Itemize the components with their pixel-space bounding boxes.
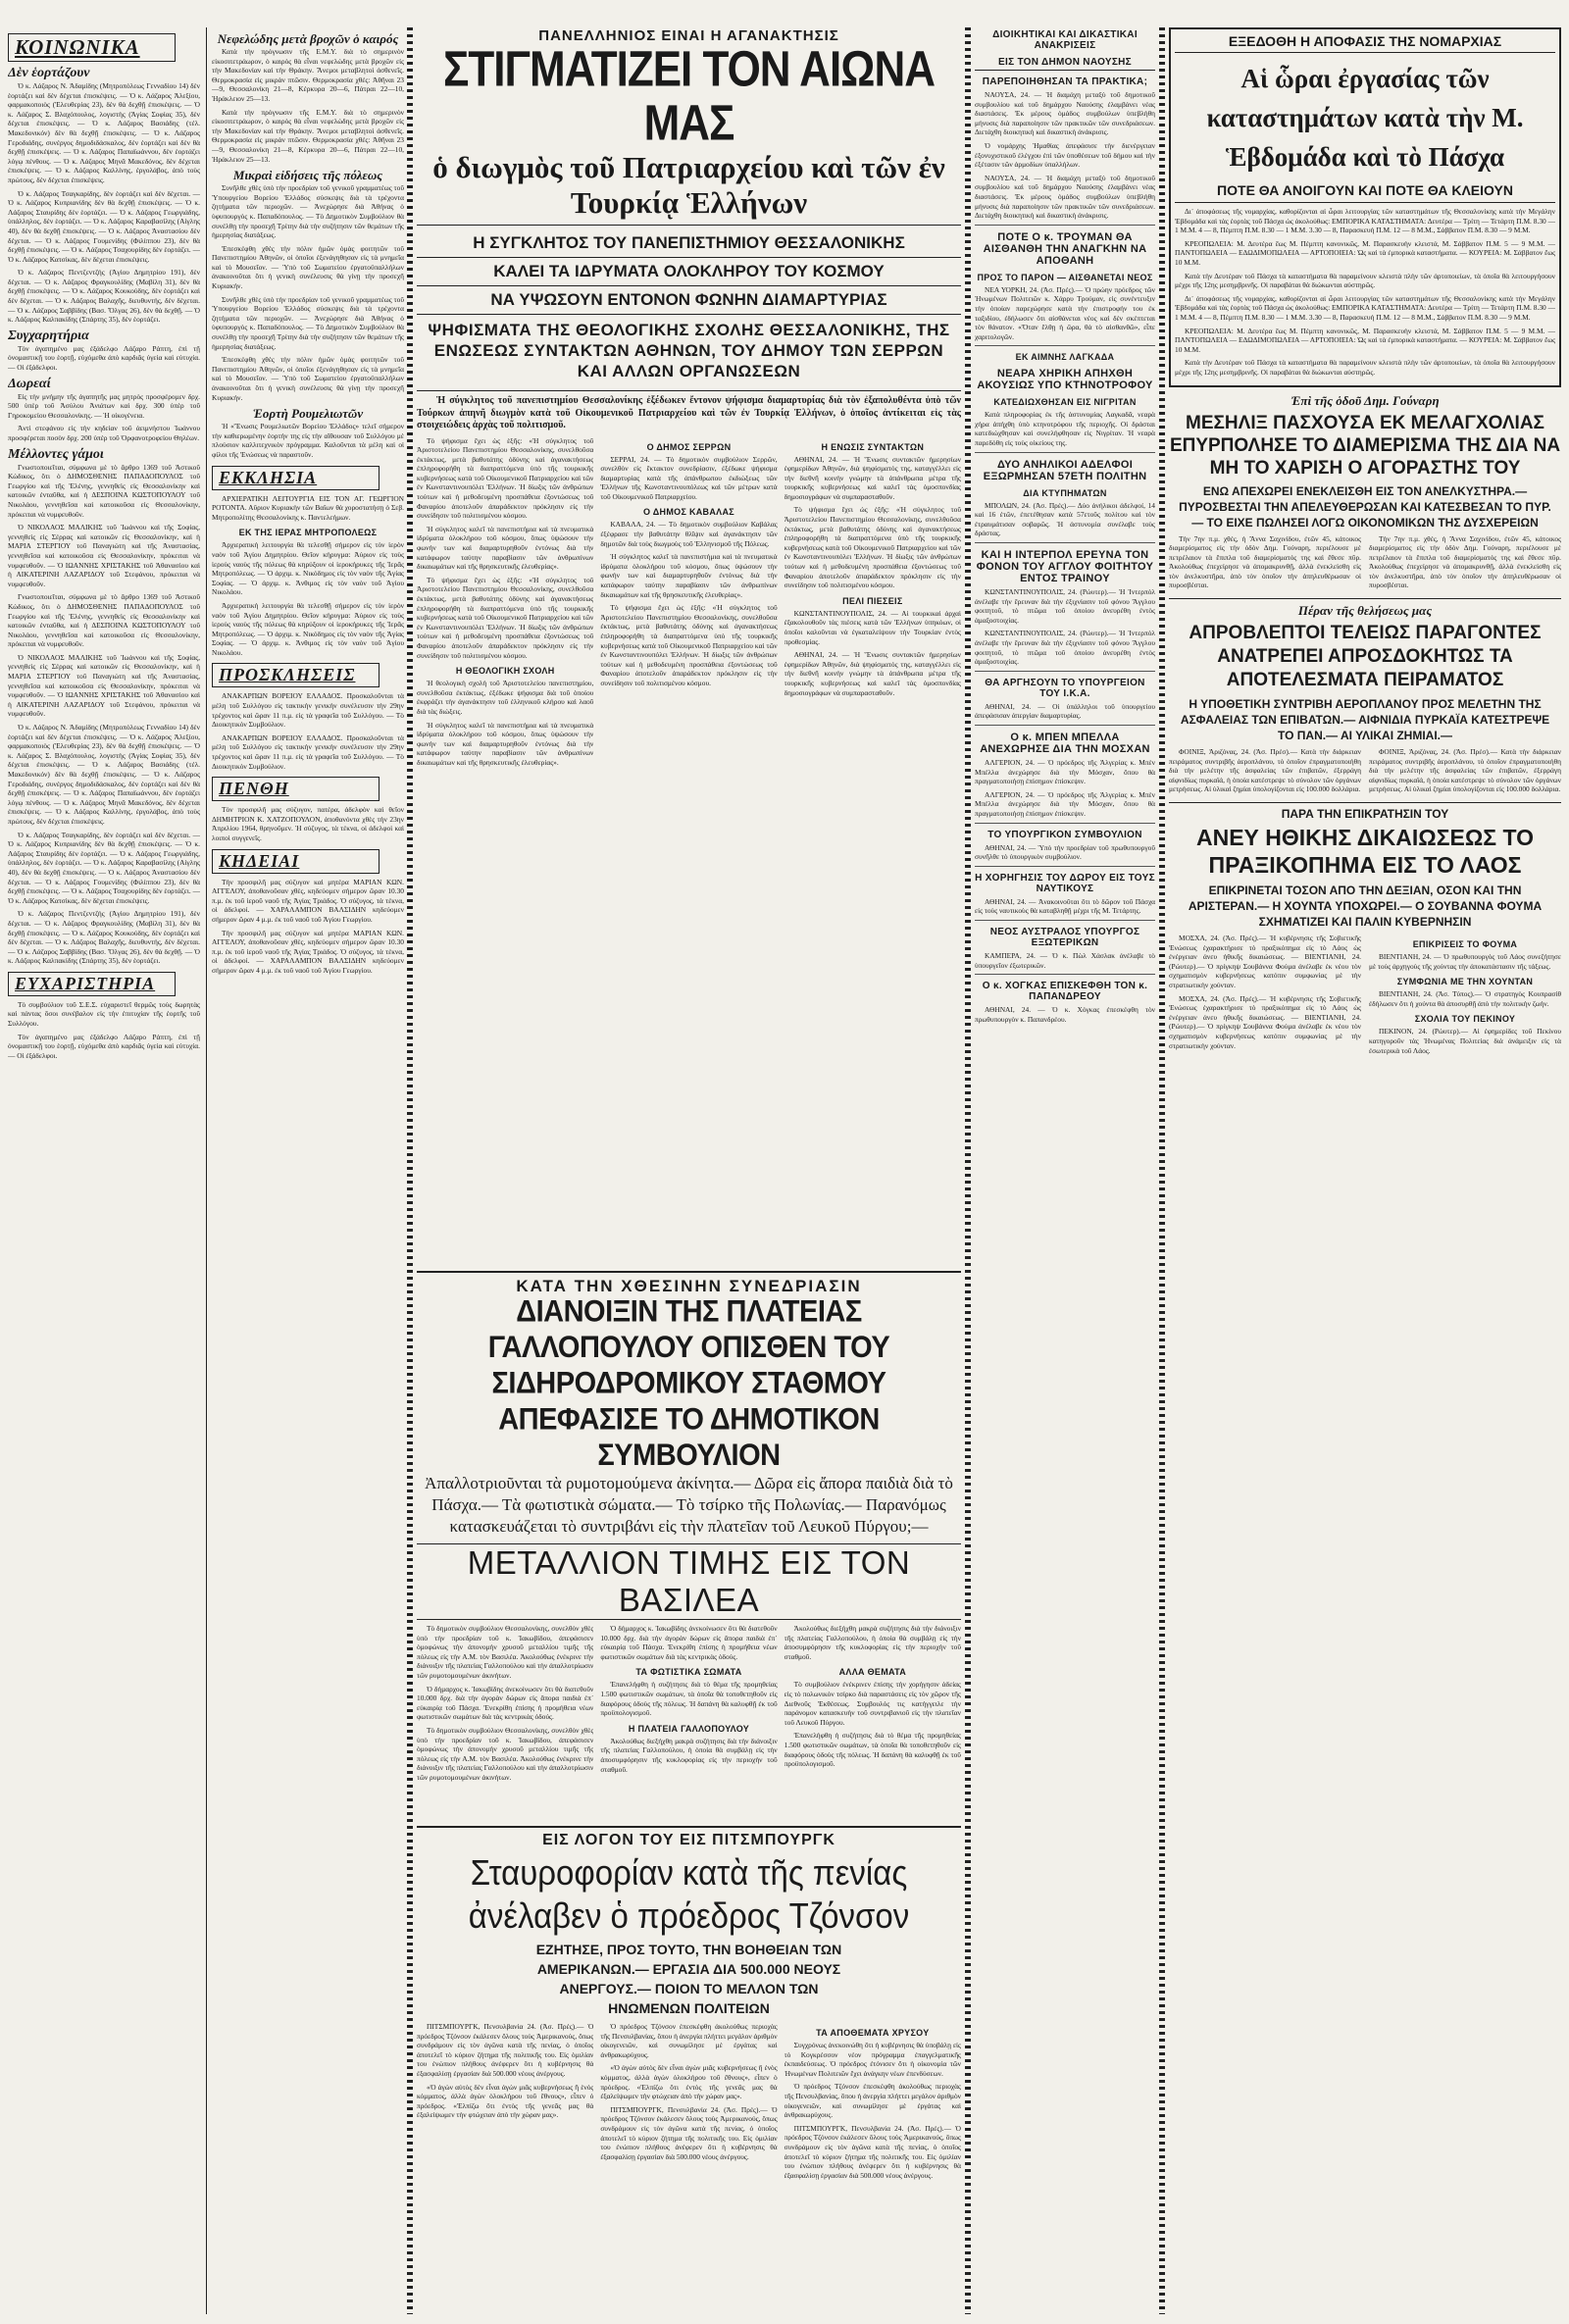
- article-text: ΝΑΟΥΣΑ, 24. — Ἡ διαμάχη μεταξὺ τοῦ δημοτικοῦ συμβουλίου καὶ τοῦ δημάρχου Ναούσης ἐλαμβάνει νέας διαστάσεις. Ἐκ μέρους ὁμάδος συμβούλων ὑπεβλήθη μήνυσις διὰ παραποίησιν τῶν πρακτικῶν τῶν συνεδριάσεων. Διετάχθη διοικητικὴ καὶ δικαστικὴ ἀνάκρισις.: [975, 90, 1155, 137]
- story-johnson: [417, 1826, 961, 2316]
- article-text: Ὁ κ. Λάζαρος Πεντζεντζής (Ἀγίου Δημητρίου 191), δὲν δέχεται. — Ὁ κ. Λάζαρος Φραγκουλίδης (Μαβίλη 31), δὲν θὰ δεχθῇ ἐπισκέψεις. — Ὁ κ. Λάζαρος Κουκούδης, δὲν ἑορτάζει καὶ δὲν δέχεται. — Ὁ κ. Λάζαρος Βαλαχῆς, διευθυντής, δὲν δέχεται. — Ὁ κ. Λάζαρος Σαββίδης (Βασ. Ὄλγας 26), δὲν θὰ δεχθῇ. — Ὁ κ. Λάζαρος Καλπακίδης (Σπάρτης 35), δὲν ἑορτάζει.: [8, 268, 200, 325]
- brief-headline-truman: ΠΟΤΕ Ο κ. ΤΡΟΥΜΑΝ ΘΑ ΑΙΣΘΑΝΘΗ ΤΗΝ ΑΝΑΓΚΗΝ ΝΑ ΑΠΟΘΑΝΗ: [983, 230, 1147, 267]
- lead-kicker: ΠΑΝΕΛΛΗΝΙΟΣ ΕΙΝΑΙ Η ΑΓΑΝΑΚΤΗΣΙΣ: [538, 27, 839, 44]
- laos-story-kicker: ΠΑΡΑ ΤΗΝ ΕΠΙΚΡΑΤΗΣΙΝ ΤΟΥ: [1281, 807, 1449, 822]
- article-text: ΒΙΕΝΤΙΑΝΗ, 24. — Ὁ πρωθυπουργὸς τοῦ Λάος συνεζήτησε μὲ τοὺς ἀρχηγοὺς τῆς χούντας τὴν ἀποκατάστασιν τῆς τάξεως.: [1369, 952, 1561, 971]
- column-divider-dotted: [1159, 27, 1165, 2314]
- article-text: Ἡ θεολογικὴ σχολὴ τοῦ Ἀριστοτελείου πανεπιστημίου, συνελθοῦσα ἐκτάκτως, ἐξέδωκε ψήφισμα διὰ τοῦ ὁποίου ἐκφράζει τὴν ἀγανάκτησιν τοῦ ἑλληνικοῦ κλήρου καὶ λαοῦ διὰ τὰς διώξεις.: [417, 679, 594, 716]
- johnson-deck: ΕΖΗΤΗΣΕ, ΠΡΟΣ ΤΟΥΤΟ, ΤΗΝ ΒΟΗΘΕΙΑΝ ΤΩΝ ΑΜΕΡΙΚΑΝΩΝ.— ΕΡΓΑΣΙΑ ΔΙΑ 500.000 ΝΕΟΥΣ ΑΝΕΡΓΟΥΣ.— ΠΟΙΟΝ ΤΟ ΜΕΛΛΟΝ ΤΩΝ ΗΝΩΜΕΝΩΝ ΠΟΛΙΤΕΙΩΝ: [535, 1942, 842, 2016]
- article-text: Ὁ κ. Λάζαρος Τσαγκαρίδης, δὲν ἑορτάζει καὶ δὲν δέχεται. — Ὁ κ. Λάζαρος Κυπριανίδης δὲν θὰ δεχθῇ ἐπισκέψεις. — Ὁ κ. Λάζαρος Σταυρίδης δὲν ἑορτάζει. — Ὁ κ. Λάζαρος Γεωργιάδης, ὑπάλληλος, δὲν ἑορτάζει. — Ὁ κ. Λάζαρος Καραβασίλης (Αίγλης 40), δὲν θὰ δεχθῇ ἐπισκέψεις. — Ὁ κ. Λάζαρος Ἀναστασίου δὲν δέχεται. — Ὁ κ. Λάζαρος Γουμενίδης (Φιλίππου 23), δὲν θὰ δεχθῇ ἐπισκέψεις. — Ὁ κ. Λάζαρος Τσαχουρίδης δὲν ἑορτάζει. — Ὁ κ. Λάζαρος Κατσίκας, δὲν δέχεται ἐπισκέψεις.: [8, 188, 200, 264]
- experiment-story-headline: ΑΠΡΟΒΛΕΠΤΟΙ ΤΕΛΕΙΩΣ ΠΑΡΑΓΟΝΤΕΣ ΑΝΑΤΡΕΠΕΙ ΑΠΡΟΣΔΟΚΗΤΩΣ ΤΑ ΑΠΟΤΕΛΕΣΜΑΤΑ ΠΕΙΡΑΜΑΤΟΣ: [1189, 623, 1542, 691]
- article-text: Τὴν 7ην π.μ. χθές, ἡ Ἄννα Σαχινίδου, ἐτῶν 45, κάτοικος διαμερίσματος εἰς τὴν ὁδὸν Δημ. Γούναρη, περιέλουσε μὲ πετρέλαιον τὰ ἔπιπλα τοῦ διαμερίσματός της καὶ ἔθεσε πῦρ. Ἀκολούθως ἐπεχείρησε νὰ ἀπομακρυνθῇ, ἀλλὰ ἐνεκλείσθη εἰς τὸν ἀνελκυστῆρα, ἀπὸ τὸν ὁποῖον τὴν ἀπηλευθέρωσαν οἱ πυροσβέσται.: [1169, 533, 1361, 590]
- fire-story-deck: ΕΝΩ ΑΠΕΧΩΡΕΙ ΕΝΕΚΛΕΙΣΘΗ ΕΙΣ ΤΟΝ ΑΝΕΛΚΥΣΤΗΡΑ.— ΠΥΡΟΣΒΕΣΤΑΙ ΤΗΝ ΑΠΕΛΕΥΘΕΡΩΣΑΝ ΚΑΙ ΚΑΤΕΣΒΕΣΑΝ ΤΟ ΠΥΡ.— ΤΟ ΕΙΧΕ ΠΩΛΗΣΕΙ ΛΟΓΩ ΟΙΚΟΝΟΜΙΚΩΝ ΤΗΣ ΔΥΣΧΕΡΕΙΩΝ: [1179, 483, 1551, 530]
- experiment-story-body: [1169, 747, 1561, 798]
- article-text: ΚΩΝΣΤΑΝΤΙΝΟΥΠΟΛΙΣ, 24. (Ρώυτερ).— Ἡ Ἰντερπὸλ ἀνέλαβε τὴν ἔρευναν διὰ τὴν ἐξιχνίασιν τοῦ φόνου Ἄγγλου φοιτητοῦ, τὸ πτῶμα τοῦ ὁποίου ἀνευρέθη ἐντὸς ἁμαξοστοιχίας.: [975, 629, 1155, 667]
- experiment-story-kicker: Πέραν τῆς θελήσεως μας: [1297, 603, 1433, 619]
- section-kicker-thanks: ΕΥΧΑΡΙΣΤΗΡΙΑ: [8, 972, 176, 996]
- subheading-lighting: ΤΑ ΦΩΤΙΣΤΙΚΑ ΣΩΜΑΤΑ: [635, 1667, 742, 1678]
- article-text: Ὁ κ. Λάζαρος Πεντζεντζής (Ἀγίου Δημητρίου 191), δὲν δέχεται. — Ὁ κ. Λάζαρος Φραγκουλίδης (Μαβίλη 31), δὲν θὰ δεχθῇ ἐπισκέψεις. — Ὁ κ. Λάζαρος Κουκούδης, δὲν ἑορτάζει καὶ δὲν δέχεται. — Ὁ κ. Λάζαρος Βαλαχῆς, διευθυντής, δὲν δέχεται. — Ὁ κ. Λάζαρος Σαββίδης (Βασ. Ὄλγας 26), δὲν θὰ δεχθῇ. — Ὁ κ. Λάζαρος Καλπακίδης (Σπάρτης 35), δὲν ἑορτάζει.: [8, 909, 200, 966]
- subheading-kavala: Ο ΔΗΜΟΣ ΚΑΒΑΛΑΣ: [643, 507, 734, 518]
- article-text: Κατὰ πληροφορίας ἐκ τῆς ἀστυνομίας Λαγκαδᾶ, νεαρὰ χήρα ἀπήχθη ὑπὸ κτηνοτρόφου τῆς περιοχῆς. Οἱ δράσται κατεδιώχθησαν καὶ συνελήφθησαν εἰς Νιγρίταν. Ἡ νεαρὰ παρεδόθη εἰς τοὺς οἰκείους της.: [975, 410, 1155, 448]
- heading-not-celebrating: Δὲν ἑορτάζουν: [8, 66, 90, 80]
- experiment-story-deck: Η ΥΠΟΘΕΤΙΚΗ ΣΥΝΤΡΙΒΗ ΑΕΡΟΠΛΑΝΟΥ ΠΡΟΣ ΜΕΛΕΤΗΝ ΤΗΣ ΑΣΦΑΛΕΙΑΣ ΤΩΝ ΕΠΙΒΑΤΩΝ.— ΑΙΦΝΙΔΙΑ ΠΥΡΚΑΪΑ ΚΑΤΕΣΤΡΕΨΕ ΤΟ ΠΑΝ.— ΑΙ ΥΛΙΚΑΙ ΖΗΜΙΑΙ.—: [1180, 697, 1550, 743]
- lead-subheadline: ὁ διωγμὸς τοῦ Πατριαρχείου καὶ τῶν ἐν Τουρκίᾳ Ἑλλήνων: [432, 150, 945, 220]
- article-text: Ἡ σύγκλητος καλεῖ τὰ πανεπιστήμια καὶ τὰ πνευματικὰ ἱδρύματα ὁλοκλήρου τοῦ κόσμου, ὅπως ὑψώσουν τὴν φωνήν των καὶ διαμαρτυρηθοῦν ἐντόνως διὰ τὴν κατάφωρον ταύτην παραβίασιν τῶν ἀνθρωπίνων δικαιωμάτων καὶ τῆς θρησκευτικῆς ἐλευθερίας».: [417, 524, 594, 572]
- article-text: Ὁ πρόεδρος Τζόνσον ἐπεσκέφθη ἀκολούθως περιοχὰς τῆς Πενσυλβανίας, ὅπου ἡ ἀνεργία πλήττει μεγάλον ἀριθμὸν οἰκογενειῶν, καὶ συνωμίλησε μὲ ἐργάτας καὶ ἀνθρακωρύχους.: [600, 2022, 778, 2059]
- section-kicker-church: ΕΚΚΛΗΣΙΑ: [212, 466, 380, 490]
- box-store-hours: [1169, 27, 1561, 387]
- article-text: Δι᾽ ἀποφάσεως τῆς νομαρχίας, καθορίζονται αἱ ὧραι λειτουργίας τῶν καταστημάτων τῆς Θεσσαλονίκης κατὰ τὴν Μεγάλην Ἑβδομάδα καὶ τὰς ἑορτὰς τοῦ Πάσχα ὡς ἀκολούθως: ΕΜΠΟΡΙΚΑ ΚΑΤΑΣΤΗΜΑΤΑ: Δευτέρα — Τρίτη — Τετάρτη Π.Μ. 8.30 — 1 Μ.Μ. 4 — 8, Πέμπτη Π.Μ. 8.30 — 1 Μ.Μ. 3.30 — 8, Παρασκευή Π.Μ. 12 — 8 Μ.Μ., Σάββατον Π.Μ. 8.30 — 9 Μ.Μ.: [1175, 207, 1555, 235]
- heading-weather: Νεφελώδης μετὰ βροχῶν ὁ καιρός: [217, 31, 399, 46]
- article-text: Εἰς τὴν μνήμην τῆς ἀγαπητῆς μας μητρὸς προσφέρομεν δρχ. 500 ὑπὲρ τοῦ Ἀσύλου Ἀνιάτων καὶ δρχ. 300 ὑπὲρ τοῦ Γηροκομείου Θεσσαλονίκης. — Ἡ οἰκογένεια.: [8, 391, 200, 420]
- article-text: Κατὰ τὴν Δευτέραν τοῦ Πάσχα τὰ καταστήματα θὰ παραμείνουν κλειστὰ πλὴν τῶν ἀρτοποιείων, τὰ ὁποῖα θὰ λειτουργήσουν μέχρι τῆς 12ης μεσημβρινῆς. Οἱ παραβάται θὰ διώκωνται αὐστηρῶς.: [1175, 271, 1555, 290]
- heading-weddings: Μέλλοντες γάμοι: [8, 446, 104, 462]
- johnson-body: [417, 2022, 961, 2184]
- laos-story-body: [1169, 934, 1561, 1059]
- subheading-serres: Ο ΔΗΜΟΣ ΣΕΡΡΩΝ: [646, 441, 732, 452]
- section-kicker-society: ΚΟΙΝΩΝΙΚΑ: [8, 33, 176, 62]
- lead-deck-resolutions: ΨΗΦΙΣΜΑΤΑ ΤΗΣ ΘΕΟΛΟΓΙΚΗΣ ΣΧΟΛΗΣ ΘΕΣΣΑΛΟΝΙΚΗΣ, ΤΗΣ ΕΝΩΣΕΩΣ ΣΥΝΤΑΚΤΩΝ ΑΘΗΝΩΝ, ΤΟΥ ΔΗΜΟΥ ΤΩΝ ΣΕΡΡΩΝ ΚΑΙ ΑΛΛΩΝ ΟΡΓΑΝΩΣΕΩΝ: [428, 321, 950, 380]
- article-text: ΑΘΗΝΑΙ, 24. — Ἡ Ἕνωσις συντακτῶν ἡμερησίων ἐφημερίδων Ἀθηνῶν, διὰ ψηφίσματός της, καταγγέλλει εἰς τὴν διεθνῆ κοινὴν γνώμην τὰ ἀπάνθρωπα μέτρα τῆς τουρκικῆς κυβερνήσεως καὶ καλεῖ τὰς ὁμοσπονδίας δημοσιογράφων νὰ συμπαρασταθοῦν.: [784, 650, 961, 697]
- article-text: Κατὰ τὴν Δευτέραν τοῦ Πάσχα τὰ καταστήματα θὰ παραμείνουν κλειστὰ πλὴν τῶν ἀρτοποιείων, τὰ ὁποῖα θὰ λειτουργήσουν μέχρι τῆς 12ης μεσημβρινῆς. Οἱ παραβάται θὰ διώκωνται αὐστηρῶς.: [1175, 358, 1555, 377]
- article-text: Ὁ δήμαρχος κ. Ἰακωβίδης ἀνεκοίνωσεν ὅτι θὰ διατεθοῦν 10.000 δρχ. διὰ τὴν ἀγορὰν δώρων εἰς ἄπορα παιδιὰ ἐπ᾽ εὐκαιρίᾳ τοῦ Πάσχα. Ἐνεκρίθη ἐπίσης ἡ προμήθεια νέων φωτιστικῶν σωμάτων διὰ τὰς κεντρικὰς ὁδούς.: [417, 1684, 594, 1722]
- subheading-reserves: ΤΑ ΑΠΟΘΕΜΑΤΑ ΧΡΥΣΟΥ: [816, 2028, 930, 2038]
- column-society: [8, 27, 200, 2314]
- article-text: ΚΩΝΣΤΑΝΤΙΝΟΥΠΟΛΙΣ, 24. — Αἱ τουρκικαὶ ἀρχαὶ ἐξακολουθοῦν τὰς πιέσεις κατὰ τῶν Ἑλλήνων ὑπηκόων, οἱ ὁποῖοι καλοῦνται νὰ ἐγκαταλείψουν τὴν Τουρκίαν ἐντὸς προθεσμίας.: [784, 608, 961, 646]
- article-text: Ἀκολούθως διεξήχθη μακρὰ συζήτησις διὰ τὴν διάνοιξιν τῆς πλατείας Γαλλοπούλου, ἡ ὁποία θὰ συμβάλῃ εἰς τὴν ἀποσυμφόρησιν τῆς κυκλοφορίας εἰς τὴν περιοχὴν τοῦ σταθμοῦ.: [600, 1736, 778, 1774]
- council-banner: ΜΕΤΑΛΛΙΟΝ ΤΙΜΗΣ ΕΙΣ ΤΟΝ ΒΑΣΙΛΕΑ: [417, 1543, 961, 1620]
- article-text: ΣΕΡΡΑΙ, 24. — Τὸ δημοτικὸν συμβούλιον Σερρῶν, συνελθὸν εἰς ἔκτακτον συνεδρίασιν, ἐξέδωκε ψήφισμα διαμαρτυρίας κατὰ τῆς ἀπάνθρωπου ἐκδιώξεως τῶν Ἑλλήνων τῆς Κωνσταντινουπόλεως καὶ τῶν μέτρων κατὰ τοῦ Οἰκουμενικοῦ Πατριαρχείου.: [600, 454, 778, 501]
- article-text: Ὁ πρόεδρος Τζόνσον ἐπεσκέφθη ἀκολούθως περιοχὰς τῆς Πενσυλβανίας, ὅπου ἡ ἀνεργία πλήττει μεγάλον ἀριθμὸν οἰκογενειῶν, καὶ συνωμίλησε μὲ ἐργάτας καὶ ἀνθρακωρύχους.: [784, 2082, 961, 2120]
- fire-story-headline: ΜΕΣΗΛΙΞ ΠΑΣΧΟΥΣΑ ΕΚ ΜΕΛΑΓΧΟΛΙΑΣ ΕΠΥΡΠΟΛΗΣΕ ΤΟ ΔΙΑΜΕΡΙΣΜΑ ΤΗΣ ΔΙΑ ΝΑ ΜΗ ΤΟ ΧΑΡΙΣΗ Ο ΑΓΟΡΑΣΤΗΣ ΤΟΥ: [1169, 412, 1561, 479]
- brief-subheadline: ΠΡΟΣ ΤΟ ΠΑΡΟΝ — ΑΙΣΘΑΝΕΤΑΙ ΝΕΟΣ: [977, 272, 1153, 282]
- article-text: Τὸν προσφιλῆ μας σύζυγον, πατέρα, ἀδελφὸν καὶ θεῖον ΔΗΜΗΤΡΙΟΝ Κ. ΧΑΤΖΟΠΟΥΛΟΝ, ἀποθανόντα χθὲς τὴν 23ην Ἀπριλίου 1964, θρηνοῦμεν. Ἡ σύζυγος, τὰ τέκνα, οἱ ἀδελφοὶ καὶ λοιποὶ συγγενεῖς.: [212, 805, 404, 842]
- article-text: Ἡ σύγκλητος καλεῖ τὰ πανεπιστήμια καὶ τὰ πνευματικὰ ἱδρύματα ὁλοκλήρου τοῦ κόσμου, ὅπως ὑψώσουν τὴν φωνήν των καὶ διαμαρτυρηθοῦν ἐντόνως διὰ τὴν κατάφωρον ταύτην παραβίασιν τῶν ἀνθρωπίνων δικαιωμάτων καὶ τῆς θρησκευτικῆς ἐλευθερίας».: [600, 552, 778, 599]
- article-text: ΑΡΧΙΕΡΑΤΙΚΗ ΛΕΙΤΟΥΡΓΙΑ ΕΙΣ ΤΟΝ ΑΓ. ΓΕΩΡΓΙΟΝ ΡΟΤΟΝΤΑ. Αὔριον Κυριακὴν τῶν Βαΐων θὰ χοροστατήσῃ ὁ Σεβ. Μητροπολίτης Θεσσαλονίκης κ. Παντελεήμων.: [212, 493, 404, 522]
- article-text: ΑΘΗΝΑΙ, 24. — Ὁ κ. Χόγκας ἐπεσκέφθη τὸν πρωθυπουργὸν κ. Παπανδρέου.: [975, 1005, 1155, 1024]
- section-kicker-funerals: ΚΗΔΕΙΑΙ: [212, 849, 380, 874]
- story-municipal-council: [417, 1271, 961, 1822]
- article-text: Κατὰ τὴν πρόγνωσιν τῆς Ε.Μ.Υ. διὰ τὸ σημερινὸν εἰκοσιτετράωρον, ὁ καιρὸς θὰ εἶναι νεφελώδης μετὰ βροχῶν εἰς τὴν Μακεδονίαν καὶ τὴν Θράκην. Ἄνεμοι μεταβλητοὶ ἀσθενεῖς. Θερμοκρασία εἰς μικρὰν πτῶσιν. Θερμοκρασία χθές: Ἀθῆναι 23—9, Θεσσαλονίκη 21—8, Κέρκυρα 20—6, Πάτραι 22—10, Ἡράκλειον 25—13.: [212, 107, 404, 164]
- article-text: Ἀρχιερατικὴ λειτουργία θὰ τελεσθῇ σήμερον εἰς τὸν ἱερὸν ναὸν τοῦ Ἁγίου Δημητρίου. Θεῖον κήρυγμα: Ἀύριον εἰς τοὺς ἱεροὺς ναοὺς τῆς πόλεως θὰ κηρύξουν οἱ ἱεροκήρυκες τῆς Ἱερᾶς Μητροπόλεως. — Ὁ ἀρχιμ. κ. Νικόδημος εἰς τὸν ναὸν τῆς Ἁγίας Σοφίας. — Ὁ ἀρχιμ. κ. Ἀνθιμος εἰς τὸν ναὸν τοῦ Ἁγίου Νικολάου.: [212, 600, 404, 657]
- article-text: ΝΑΟΥΣΑ, 24. — Ἡ διαμάχη μεταξὺ τοῦ δημοτικοῦ συμβουλίου καὶ τοῦ δημάρχου Ναούσης ἐλαμβάνει νέας διαστάσεις. Ἐκ μέρους ὁμάδος συμβούλων ὑπεβλήθη μήνυσις διὰ παραποίησιν τῶν πρακτικῶν τῶν συνεδριάσεων. Διετάχθη διοικητικὴ καὶ δικαστικὴ ἀνάκρισις.: [975, 173, 1155, 221]
- subheading-peking: ΣΧΟΛΙΑ ΤΟΥ ΠΕΚΙΝΟΥ: [1414, 1014, 1516, 1025]
- brief-kicker: ΔΙΟΙΚΗΤΙΚΑΙ ΚΑΙ ΔΙΚΑΣΤΙΚΑΙ ΑΝΑΚΡΙΣΕΙΣ: [992, 29, 1138, 51]
- store-hours-deck: ΠΟΤΕ ΘΑ ΑΝΟΙΓΟΥΝ ΚΑΙ ΠΟΤΕ ΘΑ ΚΛΕΙΟΥΝ: [1217, 182, 1513, 198]
- johnson-kicker: ΕΙΣ ΛΟΓΟΝ ΤΟΥ ΕΙΣ ΠΙΤΣΜΠΟΥΡΓΚ: [542, 1832, 835, 1848]
- article-text: ΒΙΕΝΤΙΑΝΗ, 24. (Ἀσ. Τύπος).— Ὁ στρατηγὸς Κουπρασίθ ἐδήλωσεν ὅτι ἡ χούντα θὰ ἀποσυρθῇ ἀπὸ τὴν πολιτικὴν ζωήν.: [1369, 989, 1561, 1008]
- article-text: ΠΙΤΣΜΠΟΥΡΓΚ, Πενσυλβανία 24. (Ἀσ. Πρές).— Ὁ πρόεδρος Τζόνσον ἐκάλεσεν ὅλους τοὺς Ἀμερικανούς, ὅπως συνδράμουν εἰς τὸν ἀγῶνα κατὰ τῆς πενίας, ὁ ὁποῖος ἀποτελεῖ τὸ κύριον ζήτημα τῆς πολιτικῆς του. Εἰς ὁμιλίαν του ἐνώπιον πλήθους ἀνέφερεν ὅτι ἡ κυβέρνησις θὰ ἐξασφαλίσῃ ἐργασίαν διὰ 500.000 νέους ἀνέργους.: [417, 2022, 594, 2078]
- heading-donations: Δωρεαί: [8, 376, 51, 391]
- column-right: [1169, 27, 1561, 2314]
- lead-headline: ΣΤΙΓΜΑΤΙΖΕΙ ΤΟΝ ΑΙΩΝΑ ΜΑΣ: [442, 41, 935, 152]
- article-text: Ὁ ΝΙΚΟΛΑΟΣ ΜΑΛΙΚΗΣ τοῦ Ἰωάννου καὶ τῆς Σοφίας, γεννηθεὶς εἰς Σέρρας καὶ κατοικῶν εἰς Θεσσαλονίκην, καὶ ἡ ΜΑΡΙΑ ΣΤΕΡΓΙΟΥ τοῦ Παναγιώτη καὶ τῆς Ἀναστασίας, γεννηθεῖσα καὶ κατοικοῦσα εἰς Θεσσαλονίκην, πρόκειται νὰ νυμφευθοῦν. — Ὁ ΙΩΑΝΝΗΣ ΧΡΙΣΤΑΚΗΣ τοῦ Ἀθανασίου καὶ ἡ ΑΙΚΑΤΕΡΙΝΗ ΛΑΖΑΡΙΔΟΥ τοῦ Στεφάνου, πρόκειται νὰ νυμφευθοῦν.: [8, 523, 200, 588]
- article-text: ΑΛΓΕΡΙΟΝ, 24. — Ὁ πρόεδρος τῆς Ἀλγερίας κ. Μπὲν Μπέλλα ἀνεχώρησε διὰ τὴν Μόσχαν, ὅπου θὰ πραγματοποιήσῃ ἐπίσημον ἐπίσκεψιν.: [975, 789, 1155, 818]
- article-text: Τὸ συμβούλιον ἐνέκρινεν ἐπίσης τὴν χορήγησιν ἀδείας εἰς τὸ πολωνικὸν τσίρκο διὰ παραστάσεις εἰς τὸν χῶρον τῆς Διεθνοῦς Ἐκθέσεως. Συμβουλός τις κατήγγειλε τὴν παράνομον κατασκευὴν τοῦ συντριβανιοῦ εἰς τὴν πλατεῖαν τοῦ Λευκοῦ Πύργου.: [784, 1680, 961, 1727]
- laos-story-headline: ΑΝΕΥ ΗΘΙΚΗΣ ΔΙΚΑΙΩΣΕΩΣ ΤΟ ΠΡΑΞΙΚΟΠΗΜΑ ΕΙΣ ΤΟ ΛΑΟΣ: [1195, 825, 1534, 879]
- article-text: Τὸν ἀγαπημένο μας ἐξάδελφο Λάζαρο Ράπτη, ἐπὶ τῇ ὀνομαστικῇ του ἑορτῇ, εὐχόμεθα ἀπὸ καρδιᾶς ὑγεία καὶ εὐτυχία. — Οἱ ἐξάδελφοι.: [8, 343, 200, 373]
- heading-small-news: Μικραὶ εἰδήσεις τῆς πόλεως: [232, 168, 383, 183]
- article-text: ΚΑΜΠΕΡΑ, 24. — Ὁ κ. Πὼλ Χάσλακ ἀνέλαβε τὸ ὑπουργεῖον ἐξωτερικῶν.: [975, 950, 1155, 970]
- article-text: Τὸ ψήφισμα ἔχει ὡς ἑξῆς: «Ἡ σύγκλητος τοῦ Ἀριστοτελείου Πανεπιστημίου Θεσσαλονίκης, συνελθοῦσα ἐκτάκτως, μετὰ βαθυτάτης ὀδύνης καὶ ἀγανακτήσεως ἐπληροφορήθη τὰ διαπραττόμενα ὑπὸ τῆς τουρκικῆς κυβερνήσεως κατὰ τοῦ Οἰκουμενικοῦ Πατριαρχείου καὶ τῶν ἐν Κωνσταντινουπόλει Ἑλλήνων. Ἡ δίωξις τῶν ἀνθρώπων τούτων καὶ ἡ μεθοδευμένη προσπάθεια ἐξοντώσεως τοῦ Φαναρίου ἀποτελοῦν ἀπαράδεκτον πρόκλησιν εἰς τὴν συνείδησιν τοῦ πολιτισμένου κόσμου.: [600, 603, 778, 687]
- article-text: Τὸ ψήφισμα ἔχει ὡς ἑξῆς: «Ἡ σύγκλητος τοῦ Ἀριστοτελείου Πανεπιστημίου Θεσσαλονίκης, συνελθοῦσα ἐκτάκτως, μετὰ βαθυτάτης ὀδύνης καὶ ἀγανακτήσεως ἐπληροφορήθη τὰ διαπραττόμενα ὑπὸ τῆς τουρκικῆς κυβερνήσεως κατὰ τοῦ Οἰκουμενικοῦ Πατριαρχείου καὶ τῶν ἐν Κωνσταντινουπόλει Ἑλλήνων. Ἡ δίωξις τῶν ἀνθρώπων τούτων καὶ ἡ μεθοδευμένη προσπάθεια ἐξοντώσεως τοῦ Φαναρίου ἀποτελοῦν ἀπαράδεκτον πρόκλησιν εἰς τὴν συνείδησιν τοῦ πολιτισμένου κόσμου.: [417, 575, 594, 660]
- lead-deck-senate: Η ΣΥΓΚΛΗΤΟΣ ΤΟΥ ΠΑΝΕΠΙΣΤΗΜΙΟΥ ΘΕΣΣΑΛΟΝΙΚΗΣ: [417, 229, 961, 258]
- article-text: ΠΙΤΣΜΠΟΥΡΓΚ, Πενσυλβανία 24. (Ἀσ. Πρές).— Ὁ πρόεδρος Τζόνσον ἐκάλεσεν ὅλους τοὺς Ἀμερικανούς, ὅπως συνδράμουν εἰς τὸν ἀγῶνα κατὰ τῆς πενίας, ὁ ὁποῖος ἀποτελεῖ τὸ κύριον ζήτημα τῆς πολιτικῆς του. Εἰς ὁμιλίαν του ἐνώπιον πλήθους ἀνέφερεν ὅτι ἡ κυβέρνησις θὰ ἐξασφαλίσῃ ἐργασίαν διὰ 500.000 νέους ἀνέργους.: [600, 2104, 778, 2161]
- article-text: Ἐπανελήφθη ἡ συζήτησις διὰ τὸ θέμα τῆς προμηθείας 1.500 φωτιστικῶν σωμάτων, τὰ ὁποῖα θὰ τοποθετηθοῦν εἰς διαφόρους ὁδοὺς τῆς πόλεως. Ἡ δαπάνη θὰ καλυφθῇ ἐκ τοῦ προϋπολογισμοῦ.: [600, 1680, 778, 1718]
- lead-story-body: [417, 436, 961, 772]
- article-text: Ἐπανελήφθη ἡ συζήτησις διὰ τὸ θέμα τῆς προμηθείας 1.500 φωτιστικῶν σωμάτων, τὰ ὁποῖα θὰ τοποθετηθοῦν εἰς διαφόρους ὁδοὺς τῆς πόλεως. Ἡ δαπάνη θὰ καλυφθῇ ἐκ τοῦ προϋπολογισμοῦ.: [784, 1731, 961, 1769]
- article-text: Ὁ νομάρχης Ἠμαθίας ἀπεφάσισε τὴν διενέργειαν ἐξονυχιστικοῦ ἐλέγχου ἐπὶ τῶν ὑποθέσεων τοῦ δήμου καὶ τὴν ἐξέτασιν τῶν ἀρμοδίων ὑπαλλήλων.: [975, 140, 1155, 170]
- council-body: [417, 1624, 961, 1787]
- brief-headline: ΠΑΡΕΠΟΙΗΘΗΣΑΝ ΤΑ ΠΡΑΚΤΙΚΑ;: [982, 76, 1148, 87]
- council-headline: ΔΙΑΝΟΙΞΙΝ ΤΗΣ ΠΛΑΤΕΙΑΣ ΓΑΛΛΟΠΟΥΛΟΥ ΟΠΙΣΘΕΝ ΤΟΥ ΣΙΔΗΡΟΔΡΟΜΙΚΟΥ ΣΤΑΘΜΟΥ ΑΠΕΦΑΣΙΣΕ ΤΟ ΔΗΜΟΤΙΚΟΝ ΣΥΜΒΟΥΛΙΟΝ: [487, 1294, 890, 1473]
- brief-kicker: ΕΚ ΑΙΜΝΗΣ ΛΑΓΚΑΔΑ: [1015, 352, 1115, 363]
- article-text: Τὴν 7ην π.μ. χθές, ἡ Ἄννα Σαχινίδου, ἐτῶν 45, κάτοικος διαμερίσματος εἰς τὴν ὁδὸν Δημ. Γούναρη, περιέλουσε μὲ πετρέλαιον τὰ ἔπιπλα τοῦ διαμερίσματός της καὶ ἔθεσε πῦρ. Ἀκολούθως ἐπεχείρησε νὰ ἀπομακρυνθῇ, ἀλλὰ ἐνεκλείσθη εἰς τὸν ἀνελκυστῆρα, ἀπὸ τὸν ὁποῖον τὴν ἀπηλευθέρωσαν οἱ πυροσβέσται.: [1369, 533, 1561, 590]
- column-city-news: [212, 27, 404, 2314]
- store-hours-kicker: ΕΞΕΔΟΘΗ Η ΑΠΟΦΑΣΙΣ ΤΗΣ ΝΟΜΑΡΧΙΑΣ: [1175, 33, 1555, 53]
- fire-story-kicker: Ἐπὶ τῆς ὁδοῦ Δημ. Γούναρη: [1291, 392, 1440, 408]
- article-text: Ὁ δήμαρχος κ. Ἰακωβίδης ἀνεκοίνωσεν ὅτι θὰ διατεθοῦν 10.000 δρχ. διὰ τὴν ἀγορὰν δώρων εἰς ἄπορα παιδιὰ ἐπ᾽ εὐκαιρίᾳ τοῦ Πάσχα. Ἐνεκρίθη ἐπίσης ἡ προμήθεια νέων φωτιστικῶν σωμάτων διὰ τὰς κεντρικὰς ὁδούς.: [600, 1624, 778, 1661]
- brief-subheadline: ΔΙΑ ΚΤΥΠΗΜΑΤΩΝ: [1023, 487, 1107, 498]
- council-deck: Ἀπαλλοτριοῦνται τὰ ρυμοτομούμενα ἀκίνητα.— Δῶρα εἰς ἄπορα παιδιὰ διὰ τὸ Πάσχα.— Τὰ φωτιστικὰ σώματα.— Τὸ τσίρκο τῆς Πολωνίας.— Παρανόμως κατασκευάζεται τὸ συντριβάνι εἰς τὴν πλατεῖαν τοῦ Λευκοῦ Πύργου;—: [425, 1474, 953, 1536]
- heading-rumeliotes: Ἑορτὴ Ρουμελιωτῶν: [252, 406, 364, 422]
- article-text: Ἀκολούθως διεξήχθη μακρὰ συζήτησις διὰ τὴν διάνοιξιν τῆς πλατείας Γαλλοπούλου, ἡ ὁποία θὰ συμβάλῃ εἰς τὴν ἀποσυμφόρησιν τῆς κυκλοφορίας εἰς τὴν περιοχὴν τοῦ σταθμοῦ.: [784, 1624, 961, 1661]
- article-text: Ἐπεσκέφθη χθὲς τὴν πόλιν ἡμῶν ὁμὰς φοιτητῶν τοῦ Πανεπιστημίου Ἀθηνῶν, οἱ ὁποῖοι ἐξενάγηθησαν εἰς τὰ μνημεῖα καὶ τὸ Μουσεῖον. — Ὑπὸ τοῦ Σωματείου ἐργατοϋπαλλήλων ἀνακοινοῦται ὅτι ἡ γενικὴ συνέλευσις θὰ γίνῃ τὴν προσεχῆ Κυριακήν.: [212, 243, 404, 291]
- article-text: ΑΘΗΝΑΙ, 24. — Ἀνακοινοῦται ὅτι τὸ δῶρον τοῦ Πάσχα εἰς τοὺς ναυτικοὺς θὰ καταβληθῇ μέχρι τῆς Μ. Τετάρτης.: [975, 896, 1155, 916]
- article-text: Ἀρχιερατικὴ λειτουργία θὰ τελεσθῇ σήμερον εἰς τὸν ἱερὸν ναὸν τοῦ Ἁγίου Δημητρίου. Θεῖον κήρυγμα: Ἀύριον εἰς τοὺς ἱεροὺς ναοὺς τῆς πόλεως θὰ κηρύξουν οἱ ἱεροκήρυκες τῆς Ἱερᾶς Μητροπόλεως. — Ὁ ἀρχιμ. κ. Νικόδημος εἰς τὸν ναὸν τῆς Ἁγίας Σοφίας. — Ὁ ἀρχιμ. κ. Ἀνθιμος εἰς τὸν ναὸν τοῦ Ἁγίου Νικολάου.: [212, 540, 404, 597]
- article-text: Συνῆλθε χθὲς ὑπὸ τὴν προεδρίαν τοῦ γενικοῦ γραμματέως τοῦ Ὑπουργείου Βορείου Ἑλλάδος σύσκεψις διὰ τὰ τρέχοντα ζητήματα τῶν περιοχῶν. — Ἀνεχώρησε διὰ Ἀθήνας ὁ ὑφυπουργὸς κ. Παπαδόπουλος. — Τὸ Δημοτικὸν Συμβούλιον θὰ συνέλθῃ τὴν προσεχῆ Τρίτην διὰ τὴν συζήτησιν τῶν θεμάτων τῆς ἡμερησίας διατάξεως.: [212, 294, 404, 351]
- article-text: ΑΘΗΝΑΙ, 24. — Ὑπὸ τὴν προεδρίαν τοῦ πρωθυπουργοῦ συνῆλθε τὸ ὑπουργικὸν συμβούλιον.: [975, 842, 1155, 862]
- article-text: Ἀντὶ στεφάνου εἰς τὴν κηδείαν τοῦ ἀειμνήστου Ἰωάννου προσφέρεται ποσὸν δρχ. 200 ὑπὲρ τοῦ Ὀρφανοτροφείου Θηλέων.: [8, 424, 200, 442]
- lead-deck-institutions: ΚΑΛΕΙ ΤΑ ΙΔΡΥΜΑΤΑ ΟΛΟΚΛΗΡΟΥ ΤΟΥ ΚΟΣΜΟΥ: [417, 258, 961, 286]
- article-text: «Ὁ ἀγὼν αὐτὸς δὲν εἶναι ἀγὼν μιᾶς κυβερνήσεως ἢ ἑνὸς κόμματος, ἀλλὰ ἀγὼν ὁλοκλήρου τοῦ ἔθνους», εἶπεν ὁ πρόεδρος. «Ἐλπίζω ὅτι ἐντὸς τῆς γενεᾶς μας θὰ ἐξαλείψωμεν τὴν φτώχειαν ἀπὸ τὴν χώραν μας».: [417, 2082, 594, 2120]
- article-text: ΑΝΑΚΑΡΠΩΝ ΒΟΡΕΙΟΥ ΕΛΛΑΔΟΣ. Προσκαλοῦνται τὰ μέλη τοῦ Συλλόγου εἰς τακτικὴν γενικὴν συνέλευσιν τὴν 29ην τρέχοντος καὶ ὥραν 11 π.μ. εἰς τὰ γραφεῖα τοῦ Συλλόγου. — Τὸ Διοικητικὸν Συμβούλιον.: [212, 691, 404, 730]
- article-text: ΦΟΙΝΙΞ, Ἀριζόνας, 24. (Ἀσ. Πρέσ).— Κατὰ τὴν διάρκειαν πειράματος συντριβῆς ἀεροπλάνου, τὸ ὁποῖον ἐπραγματοποιήθη διὰ τὴν μελέτην τῆς ἀσφαλείας τῶν ἐπιβατῶν, ἐξερράγη αἰφνιδίως πυρκαϊά, ἡ ὁποία κατέστρεψε τὸ σύνολον τῶν ὀργάνων μετρήσεως. Αἱ ὑλικαὶ ζημίαι ὑπολογίζονται εἰς 100.000 δολλάρια.: [1369, 747, 1561, 794]
- section-kicker-invitations: ΠΡΟΣΚΛΗΣΕΙΣ: [212, 663, 380, 687]
- brief-headline-brothers: ΔΥΟ ΑΝΗΛΙΚΟΙ ΑΔΕΛΦΟΙ ΕΞΩΡΜΗΣΑΝ 57ΕΤΗ ΠΟΛΙΤΗΝ: [983, 458, 1147, 482]
- brief-headline-cabinet: ΤΟ ΥΠΟΥΡΓΙΚΟΝ ΣΥΜΒΟΥΛΙΟΝ: [987, 829, 1142, 840]
- article-text: Γνωστοποιεῖται, σύμφωνα μὲ τὸ ἄρθρο 1369 τοῦ Ἀστικοῦ Κώδικος, ὅτι ὁ ΔΗΜΟΣΘΕΝΗΣ ΠΑΠΑΔΟΠΟΥΛΟΣ τοῦ Γεωργίου καὶ τῆς Ἑλένης, γεννηθεὶς εἰς Θεσσαλονίκην καὶ κατοικῶν ἐνταῦθα, καὶ ἡ ΔΕΣΠΟΙΝΑ ΚΩΣΤΟΠΟΥΛΟΥ τοῦ Νικολάου, γεννηθεῖσα καὶ κατοικοῦσα εἰς Θεσσαλονίκην, πρόκειται νὰ νυμφευθοῦν.: [8, 462, 200, 519]
- brief-headline-sailors: Η ΧΟΡΗΓΗΣΙΣ ΤΟΥ ΔΩΡΟΥ ΕΙΣ ΤΟΥΣ ΝΑΥΤΙΚΟΥΣ: [975, 872, 1155, 894]
- article-text: Ὁ κ. Λάζαρος Τσαγκαρίδης, δὲν ἑορτάζει καὶ δὲν δέχεται. — Ὁ κ. Λάζαρος Κυπριανίδης δὲν θὰ δεχθῇ ἐπισκέψεις. — Ὁ κ. Λάζαρος Σταυρίδης δὲν ἑορτάζει. — Ὁ κ. Λάζαρος Γεωργιάδης, ὑπάλληλος, δὲν ἑορτάζει. — Ὁ κ. Λάζαρος Καραβασίλης (Αίγλης 40), δὲν θὰ δεχθῇ ἐπισκέψεις. — Ὁ κ. Λάζαρος Ἀναστασίου δὲν δέχεται. — Ὁ κ. Λάζαρος Γουμενίδης (Φιλίππου 23), δὲν θὰ δεχθῇ ἐπισκέψεις. — Ὁ κ. Λάζαρος Τσαχουρίδης δὲν ἑορτάζει. — Ὁ κ. Λάζαρος Κατσίκας, δὲν δέχεται ἐπισκέψεις.: [8, 830, 200, 905]
- article-text: Κατὰ τὴν πρόγνωσιν τῆς Ε.Μ.Υ. διὰ τὸ σημερινὸν εἰκοσιτετράωρον, ὁ καιρὸς θὰ εἶναι νεφελώδης μετὰ βροχῶν εἰς τὴν Μακεδονίαν καὶ τὴν Θράκην. Ἄνεμοι μεταβλητοὶ ἀσθενεῖς. Θερμοκρασία εἰς μικρὰν πτῶσιν. Θερμοκρασία χθές: Ἀθῆναι 23—9, Θεσσαλονίκη 21—8, Κέρκυρα 20—6, Πάτραι 22—10, Ἡράκλειον 25—13.: [212, 47, 404, 103]
- article-text: Τὸ ψήφισμα ἔχει ὡς ἑξῆς: «Ἡ σύγκλητος τοῦ Ἀριστοτελείου Πανεπιστημίου Θεσσαλονίκης, συνελθοῦσα ἐκτάκτως, μετὰ βαθυτάτης ὀδύνης καὶ ἀγανακτήσεως ἐπληροφορήθη τὰ διαπραττόμενα ὑπὸ τῆς τουρκικῆς κυβερνήσεως κατὰ τοῦ Οἰκουμενικοῦ Πατριαρχείου καὶ τῶν ἐν Κωνσταντινουπόλει Ἑλλήνων. Ἡ δίωξις τῶν ἀνθρώπων τούτων καὶ ἡ μεθοδευμένη προσπάθεια ἐξοντώσεως τοῦ Φαναρίου ἀποτελοῦν ἀπαράδεκτον πρόκλησιν εἰς τὴν συνείδησιν τοῦ πολιτισμένου κόσμου.: [784, 505, 961, 590]
- article-text: Τὸ συμβούλιον τοῦ Σ.Ε.Σ. εὐχαριστεῖ θερμῶς τοὺς δωρητὰς καὶ πάντας ὅσοι συνέβαλον εἰς τὴν ἐπιτυχίαν τῆς ἑορτῆς τοῦ Συλλόγου.: [8, 999, 200, 1029]
- article-text: ΚΡΕΟΠΩΛΕΙΑ: Μ. Δευτέρα ἕως Μ. Πέμπτη κανονικῶς, Μ. Παρασκευὴν κλειστά, Μ. Σάββατον Π.Μ. 5 — 9 Μ.Μ. — ΠΑΝΤΟΠΩΛΕΙΑ — ΕΔΩΔΙΜΟΠΩΛΕΙΑ — ΑΡΤΟΠΟΙΕΙΑ: Ὡς καὶ τὰ ἐμπορικὰ καταστήματα. — ΚΟΥΡΕΙΑ: Μ. Σάββατον ἕως 10 Μ.Μ.: [1175, 238, 1555, 267]
- brief-headline-widow: ΝΕΑΡΑ ΧΗΡΙΚΗ ΑΠΗΧΘΗ ΑΚΟΥΣΙΩΣ ΥΠΟ ΚΤΗΝΟΤΡΟΦΟΥ: [977, 368, 1153, 392]
- article-text: ΑΛΓΕΡΙΟΝ, 24. — Ὁ πρόεδρος τῆς Ἀλγερίας κ. Μπὲν Μπέλλα ἀνεχώρησε διὰ τὴν Μόσχαν, ὅπου θὰ πραγματοποιήσῃ ἐπίσημον ἐπίσκεψιν.: [975, 757, 1155, 786]
- lead-paragraph: Ἡ σύγκλητος τοῦ πανεπιστημίου Θεσσαλονίκης ἐξέδωκεν ἔντονον ψήφισμα διαμαρτυρίας διὰ τὸν ἐξαπολυθέντα ὑπὸ τῶν Τούρκων ἀπηνῆ διωγμὸν κατὰ τοῦ Οἰκουμενικοῦ Πατριαρχείου καὶ τῶν ἐν Τουρκίᾳ Ἑλλήνων, ὁ ὁποῖος ἀντίκειται εἰς τὰς στοιχειώδεις ἀρχὰς τοῦ πολιτισμοῦ.: [417, 395, 961, 430]
- article-text: Τὴν προσφιλῆ μας σύζυγον καὶ μητέρα ΜΑΡΙΑΝ ΚΩΝ. ΑΓΓΕΛΟΥ, ἀποθανοῦσαν χθὲς, κηδεύομεν σήμερον ὥραν 10.30 π.μ. ἐκ τοῦ ἱεροῦ ναοῦ τῆς Ἁγίας Τριάδος. Ὁ σύζυγος, τὰ τέκνα, οἱ ἀδελφοί. — ΧΑΡΑΛΑΜΠΟΝ ΒΑΛΣΙΔΗΝ κηδεύομεν σήμερον ὥραν 4 μ.μ. ἐκ τοῦ ναοῦ τοῦ Ἁγίου Γεωργίου.: [212, 877, 404, 924]
- article-text: «Ὁ ἀγὼν αὐτὸς δὲν εἶναι ἀγὼν μιᾶς κυβερνήσεως ἢ ἑνὸς κόμματος, ἀλλὰ ἀγὼν ὁλοκλήρου τοῦ ἔθνους», εἶπεν ὁ πρόεδρος. «Ἐλπίζω ὅτι ἐντὸς τῆς γενεᾶς μας θὰ ἐξαλείψωμεν τὴν φτώχειαν ἀπὸ τὴν χώραν μας».: [600, 2063, 778, 2101]
- subheading-metropolis: ΕΚ ΤΗΣ ΙΕΡΑΣ ΜΗΤΡΟΠΟΛΕΩΣ: [238, 528, 378, 538]
- article-text: ΜΟΣΧΑ, 24. (Ἀσ. Πρές).— Ἡ κυβέρνησις τῆς Σοβιετικῆς Ἑνώσεως ἐχαρακτήρισε τὸ πραξικόπημα εἰς τὸ Λάος ὡς ἐνέργειαν ἀνευ ἠθικῆς δικαιώσεως. — ΒΙΕΝΤΙΑΝΗ, 24. (Ρώυτερ).— Ὁ πρίγκηψ Σουβάννα Φούμα ἀνέλαβε ἐκ νέου τὸν σχηματισμὸν κυβερνήσεως κατόπιν συμφωνίας μὲ τὴν στρατιωτικὴν χούνταν.: [1169, 934, 1361, 989]
- article-text: ΠΙΤΣΜΠΟΥΡΓΚ, Πενσυλβανία 24. (Ἀσ. Πρές).— Ὁ πρόεδρος Τζόνσον ἐκάλεσεν ὅλους τοὺς Ἀμερικανούς, ὅπως συνδράμουν εἰς τὸν ἀγῶνα κατὰ τῆς πενίας, ὁ ὁποῖος ἀποτελεῖ τὸ κύριον ζήτημα τῆς πολιτικῆς του. Εἰς ὁμιλίαν του ἐνώπιον πλήθους ἀνέφερεν ὅτι ἡ κυβέρνησις θὰ ἐξασφαλίσῃ ἐργασίαν διὰ 500.000 νέους ἀνέργους.: [784, 2123, 961, 2180]
- brief-headline-hogas: Ο κ. ΧΟΓΚΑΣ ΕΠΙΣΚΕΦΘΗ ΤΟΝ κ. ΠΑΠΑΝΔΡΕΟΥ: [982, 981, 1148, 1003]
- article-text: ΑΘΗΝΑΙ, 24. — Οἱ ὑπάλληλοι τοῦ ὑπουργείου ἀπεφάσισαν ἀπεργίαν διαμαρτυρίας.: [975, 701, 1155, 721]
- column-divider-dotted: [407, 27, 413, 2314]
- section-kicker-mourning: ΠΕΝΘΗ: [212, 777, 380, 801]
- article-text: ΦΟΙΝΙΞ, Ἀριζόνας, 24. (Ἀσ. Πρέσ).— Κατὰ τὴν διάρκειαν πειράματος συντριβῆς ἀεροπλάνου, τὸ ὁποῖον ἐπραγματοποιήθη διὰ τὴν μελέτην τῆς ἀσφαλείας τῶν ἐπιβατῶν, ἐξερράγη αἰφνιδίως πυρκαϊά, ἡ ὁποία κατέστρεψε τὸ σύνολον τῶν ὀργάνων μετρήσεως. Αἱ ὑλικαὶ ζημίαι ὑπολογίζονται εἰς 100.000 δολλάρια.: [1169, 747, 1361, 794]
- brief-kicker: ΕΙΣ ΤΟΝ ΔΗΜΟΝ ΝΑΟΥΣΗΣ: [975, 57, 1155, 71]
- article-text: ΜΟΣΧΑ, 24. (Ἀσ. Πρές).— Ἡ κυβέρνησις τῆς Σοβιετικῆς Ἑνώσεως ἐχαρακτήρισε τὸ πραξικόπημα εἰς τὸ Λάος ὡς ἐνέργειαν ἀνευ ἠθικῆς δικαιώσεως. — ΒΙΕΝΤΙΑΝΗ, 24. (Ρώυτερ).— Ὁ πρίγκηψ Σουβάννα Φούμα ἀνέλαβε ἐκ νέου τὸν σχηματισμὸν κυβερνήσεως κατόπιν συμφωνίας μὲ τὴν στρατιωτικὴν χούνταν.: [1169, 993, 1361, 1050]
- article-text: Τὴν προσφιλῆ μας σύζυγον καὶ μητέρα ΜΑΡΙΑΝ ΚΩΝ. ΑΓΓΕΛΟΥ, ἀποθανοῦσαν χθὲς, κηδεύομεν σήμερον ὥραν 10.30 π.μ. ἐκ τοῦ ἱεροῦ ναοῦ τῆς Ἁγίας Τριάδος. Ὁ σύζυγος, τὰ τέκνα, οἱ ἀδελφοί. — ΧΑΡΑΛΑΜΠΟΝ ΒΑΛΣΙΔΗΝ κηδεύομεν σήμερον ὥραν 4 μ.μ. ἐκ τοῦ ναοῦ τοῦ Ἁγίου Γεωργίου.: [212, 928, 404, 975]
- fire-story-body: [1169, 534, 1561, 595]
- article-text: Τὸν ἀγαπημένο μας ἐξάδελφο Λάζαρο Ράπτη, ἐπὶ τῇ ὀνομαστικῇ του ἑορτῇ, εὐχόμεθα ἀπὸ καρδιᾶς ὑγεία καὶ εὐτυχία. — Οἱ ἐξάδελφοι.: [8, 1032, 200, 1060]
- article-text: Δι᾽ ἀποφάσεως τῆς νομαρχίας, καθορίζονται αἱ ὧραι λειτουργίας τῶν καταστημάτων τῆς Θεσσαλονίκης κατὰ τὴν Μεγάλην Ἑβδομάδα καὶ τὰς ἑορτὰς τοῦ Πάσχα ὡς ἀκολούθως: ΕΜΠΟΡΙΚΑ ΚΑΤΑΣΤΗΜΑΤΑ: Δευτέρα — Τρίτη — Τετάρτη Π.Μ. 8.30 — 1 Μ.Μ. 4 — 8, Πέμπτη Π.Μ. 8.30 — 1 Μ.Μ. 3.30 — 8, Παρασκευή Π.Μ. 12 — 8 Μ.Μ., Σάββατον Π.Μ. 8.30 — 9 Μ.Μ.: [1175, 293, 1555, 322]
- article-text: Τὸ δημοτικὸν συμβούλιον Θεσσαλονίκης, συνελθὸν χθὲς ὑπὸ τὴν προεδρίαν τοῦ κ. Ἰακωβίδου, ἀπεφάσισεν ὁμοφώνως τὴν ἀπονομὴν χρυσοῦ μεταλλίου τιμῆς τῆς πόλεως εἰς τὴν Α.Μ. τὸν Βασιλέα. Ἀκολούθως ἐνέκρινε τὴν διάνοιξιν τῆς πλατείας Γαλλοπούλου καὶ τὴν ἀπαλλοτρίωσιν τῶν ρυμοτομουμένων ἀκινήτων.: [417, 1624, 594, 1680]
- article-text: ΑΝΑΚΑΡΠΩΝ ΒΟΡΕΙΟΥ ΕΛΛΑΔΟΣ. Προσκαλοῦνται τὰ μέλη τοῦ Συλλόγου εἰς τακτικὴν γενικὴν συνέλευσιν τὴν 29ην τρέχοντος καὶ ὥραν 11 π.μ. εἰς τὰ γραφεῖα τοῦ Συλλόγου. — Τὸ Διοικητικὸν Συμβούλιον.: [212, 733, 404, 771]
- article-text: ΝΕΑ ΥΟΡΚΗ, 24. (Ἀσ. Πρές).— Ὁ πρώην πρόεδρος τῶν Ἡνωμένων Πολιτειῶν κ. Χάρρυ Τρούμαν, εἰς συνέντευξιν τὴν ὁποίαν παρεχώρησε κατὰ τὴν ἐπιστροφήν του ἐκ ταξιδίου, ἐδήλωσεν ὅτι αἰσθάνεται νέος καὶ δὲν σκέπτεται τὸν θάνατον. «Ὅταν ἔλθῃ ἡ ὥρα, θὰ τὸ αἰσθανθῶ», εἶπε χαριτολογῶν.: [975, 284, 1155, 341]
- article-text: ΚΩΝΣΤΑΝΤΙΝΟΥΠΟΛΙΣ, 24. (Ρώυτερ).— Ἡ Ἰντερπὸλ ἀνέλαβε τὴν ἔρευναν διὰ τὴν ἐξιχνίασιν τοῦ φόνου Ἄγγλου φοιτητοῦ, τὸ πτῶμα τοῦ ὁποίου ἀνευρέθη ἐντὸς ἁμαξοστοιχίας.: [975, 587, 1155, 625]
- article-text: Τὸ δημοτικὸν συμβούλιον Θεσσαλονίκης, συνελθὸν χθὲς ὑπὸ τὴν προεδρίαν τοῦ κ. Ἰακωβίδου, ἀπεφάσισεν ὁμοφώνως τὴν ἀπονομὴν χρυσοῦ μεταλλίου τιμῆς τῆς πόλεως εἰς τὴν Α.Μ. τὸν Βασιλέα. Ἀκολούθως ἐνέκρινε τὴν διάνοιξιν τῆς πλατείας Γαλλοπούλου καὶ τὴν ἀπαλλοτρίωσιν τῶν ρυμοτομουμένων ἀκινήτων.: [417, 1725, 594, 1782]
- article-text: Ὁ κ. Λάζαρος Ν. Ἀδαμίδης (Μητροπόλεως Γενναδίου 14) δὲν ἑορτάζει καὶ δὲν δέχεται ἐπισκέψεις. — Ὁ κ. Λάζαρος Ἀλεξίου, φαρμακοποιὸς (Ἐλευθερίας 23), δὲν θὰ δεχθῇ ἐπισκέψεις. — Ὁ κ. Λάζαρος Σ. Βλαχόπουλος, λογιστὴς (Ἀγίας Σοφίας 35), δὲν δέχεται ἐπισκέψεις. — Ὁ κ. Λάζαρος Βασιάδης (τέλ. Μακεδονικόν) δὲν θὰ δεχθῇ ἐπισκέψεις. — Ὁ κ. Λάζαρος Γεροδιάδης, συνέργος δημοδιδάσκαλος, δὲν ἑορτάζει καὶ δὲν θὰ δεχθῇ ἐπισκέψεις. — Ὁ κ. Λάζαρος Παπαϊωάννου, δὲν ἑορτάζει λόγῳ πένθους. — Ὁ κ. Λάζαρος Μηνᾶ Μακεδόνος, δὲν δέχεται ἐπισκέψεις. — Ὁ κ. Λάζαρος Καλλίνης, ἐργολάβος, ἀπὸ τοὺς πρώτους, δὲν δέχεται ἐπισκέψεις.: [8, 81, 200, 184]
- johnson-headline: Σταυροφορίαν κατὰ τῆς πενίας ἀνέλαβεν ὁ πρόεδρος Τζόνσον: [468, 1852, 910, 1936]
- article-text: Συνῆλθε χθὲς ὑπὸ τὴν προεδρίαν τοῦ γενικοῦ γραμματέως τοῦ Ὑπουργείου Βορείου Ἑλλάδος σύσκεψις διὰ τὰ τρέχοντα ζητήματα τῶν περιοχῶν. — Ἀνεχώρησε διὰ Ἀθήνας ὁ ὑφυπουργὸς κ. Παπαδόπουλος. — Τὸ Δημοτικὸν Συμβούλιον θὰ συνέλθῃ τὴν προσεχῆ Τρίτην διὰ τὴν συζήτησιν τῶν θεμάτων τῆς ἡμερησίας διατάξεως.: [212, 183, 404, 240]
- laos-story-deck: ΕΠΙΚΡΙΝΕΤΑΙ ΤΟΣΟΝ ΑΠΟ ΤΗΝ ΔΕΞΙΑΝ, ΟΣΟΝ ΚΑΙ ΤΗΝ ΑΡΙΣΤΕΡΑΝ.— Η ΧΟΥΝΤΑ ΥΠΟΧΩΡΕΙ.— Ο ΣΟΥΒΑΝΝΑ ΦΟΥΜΑ ΣΧΗΜΑΤΙΖΕΙ ΚΑΙ ΠΑΛΙΝ ΚΥΒΕΡΝΗΣΙΝ: [1188, 884, 1543, 930]
- subheading-square: Η ΠΛΑΤΕΙΑ ΓΑΛΛΟΠΟΥΛΟΥ: [628, 1723, 750, 1734]
- article-text: Γνωστοποιεῖται, σύμφωνα μὲ τὸ ἄρθρο 1369 τοῦ Ἀστικοῦ Κώδικος, ὅτι ὁ ΔΗΜΟΣΘΕΝΗΣ ΠΑΠΑΔΟΠΟΥΛΟΣ τοῦ Γεωργίου καὶ τῆς Ἑλένης, γεννηθεὶς εἰς Θεσσαλονίκην καὶ κατοικῶν ἐνταῦθα, καὶ ἡ ΔΕΣΠΟΙΝΑ ΚΩΣΤΟΠΟΥΛΟΥ τοῦ Νικολάου, γεννηθεῖσα καὶ κατοικοῦσα εἰς Θεσσαλονίκην, πρόκειται νὰ νυμφευθοῦν.: [8, 592, 200, 649]
- article-text: Ἐπεσκέφθη χθὲς τὴν πόλιν ἡμῶν ὁμὰς φοιτητῶν τοῦ Πανεπιστημίου Ἀθηνῶν, οἱ ὁποῖοι ἐξενάγηθησαν εἰς τὰ μνημεῖα καὶ τὸ Μουσεῖον. — Ὑπὸ τοῦ Σωματείου ἐργατοϋπαλλήλων ἀνακοινοῦται ὅτι ἡ γενικὴ συνέλευσις θὰ γίνῃ τὴν προσεχῆ Κυριακήν.: [212, 355, 404, 402]
- article-text: Ὁ κ. Λάζαρος Ν. Ἀδαμίδης (Μητροπόλεως Γενναδίου 14) δὲν ἑορτάζει καὶ δὲν δέχεται ἐπισκέψεις. — Ὁ κ. Λάζαρος Ἀλεξίου, φαρμακοποιὸς (Ἐλευθερίας 23), δὲν θὰ δεχθῇ ἐπισκέψεις. — Ὁ κ. Λάζαρος Σ. Βλαχόπουλος, λογιστὴς (Ἀγίας Σοφίας 35), δὲν δέχεται ἐπισκέψεις. — Ὁ κ. Λάζαρος Βασιάδης (τέλ. Μακεδονικόν) δὲν θὰ δεχθῇ ἐπισκέψεις. — Ὁ κ. Λάζαρος Γεροδιάδης, συνέργος δημοδιδάσκαλος, δὲν ἑορτάζει καὶ δὲν θὰ δεχθῇ ἐπισκέψεις. — Ὁ κ. Λάζαρος Παπαϊωάννου, δὲν ἑορτάζει λόγῳ πένθους. — Ὁ κ. Λάζαρος Μηνᾶ Μακεδόνος, δὲν δέχεται ἐπισκέψεις. — Ὁ κ. Λάζαρος Καλλίνης, ἐργολάβος, ἀπὸ τοὺς πρώτους, δὲν δέχεται ἐπισκέψεις.: [8, 723, 200, 826]
- lead-story-patriarchate: [417, 27, 961, 1263]
- article-text: ΜΠΟΛΩΝ, 24. (Ἀσ. Πρές).— Δύο ἀνήλικοι ἀδελφοί, 14 καὶ 16 ἐτῶν, ἐπετέθησαν κατὰ 57ετοῦς πολίτου καὶ τὸν ἐτραυμάτισαν σοβαρῶς. Ἡ ἀστυνομία συνέλαβε τοὺς δράστας.: [975, 500, 1155, 538]
- brief-subheadline: ΚΑΤΕΔΙΩΧΘΗΣΑΝ ΕΙΣ ΝΙΓΡΙΤΑΝ: [993, 397, 1137, 408]
- column-briefs: [975, 27, 1155, 2314]
- subheading-theology: Η ΘΕΟΛΟΓΙΚΗ ΣΧΟΛΗ: [455, 666, 555, 677]
- brief-headline-interpol: ΚΑΙ Η ΙΝΤΕΡΠΟΛ ΕΡΕΥΝΑ ΤΟΝ ΦΟΝΟΝ ΤΟΥ ΑΓΓΛΟΥ ΦΟΙΤΗΤΟΥ ΕΝΤΟΣ ΤΡΑΙΝΟΥ: [976, 549, 1154, 585]
- subheading-other-topics: ΑΛΛΑ ΘΕΜΑΤΑ: [838, 1667, 907, 1678]
- article-text: ΑΘΗΝΑΙ, 24. — Ἡ Ἕνωσις συντακτῶν ἡμερησίων ἐφημερίδων Ἀθηνῶν, διὰ ψηφίσματός της, καταγγέλλει εἰς τὴν διεθνῆ κοινὴν γνώμην τὰ ἀπάνθρωπα μέτρα τῆς τουρκικῆς κυβερνήσεως καὶ καλεῖ τὰς ὁμοσπονδίας δημοσιογράφων νὰ συμπαρασταθοῦν.: [784, 454, 961, 501]
- brief-headline-benbella: Ο κ. ΜΠΕΝ ΜΠΕΛΛΑ ΑΝΕΧΩΡΗΣΕ ΔΙΑ ΤΗΝ ΜΟΣΧΑΝ: [980, 731, 1150, 755]
- brief-headline-australia: ΝΕΟΣ ΑΥΣΤΡΑΛΟΣ ΥΠΟΥΡΓΟΣ ΕΞΩΤΕΡΙΚΩΝ: [989, 926, 1140, 948]
- store-hours-headline: Αἱ ὧραι ἐργασίας τῶν καταστημάτων κατὰ τὴν Μ. Ἑβδομάδα καὶ τὸ Πάσχα: [1206, 64, 1524, 172]
- subheading-junta: ΣΥΜΦΩΝΙΑ ΜΕ ΤΗΝ ΧΟΥΝΤΑΝ: [1396, 977, 1534, 987]
- article-text: Ὁ ΝΙΚΟΛΑΟΣ ΜΑΛΙΚΗΣ τοῦ Ἰωάννου καὶ τῆς Σοφίας, γεννηθεὶς εἰς Σέρρας καὶ κατοικῶν εἰς Θεσσαλονίκην, καὶ ἡ ΜΑΡΙΑ ΣΤΕΡΓΙΟΥ τοῦ Παναγιώτη καὶ τῆς Ἀναστασίας, γεννηθεῖσα καὶ κατοικοῦσα εἰς Θεσσαλονίκην, πρόκειται νὰ νυμφευθοῦν. — Ὁ ΙΩΑΝΝΗΣ ΧΡΙΣΤΑΚΗΣ τοῦ Ἀθανασίου καὶ ἡ ΑΙΚΑΤΕΡΙΝΗ ΛΑΖΑΡΙΔΟΥ τοῦ Στεφάνου, πρόκειται νὰ νυμφευθοῦν.: [8, 652, 200, 719]
- column-divider: [206, 27, 207, 2314]
- subheading-pressures: ΠΕΛΙ ΠΙΕΣΕΙΣ: [842, 595, 903, 606]
- council-kicker: ΚΑΤΑ ΤΗΝ ΧΘΕΣΙΝΗΝ ΣΥΝΕΔΡΙΑΣΙΝ: [516, 1277, 862, 1295]
- article-text: ΚΑΒΑΛΑ, 24. — Τὸ δημοτικὸν συμβούλιον Καβάλας ἐξέφρασε τὴν βαθυτάτην θλῖψιν καὶ ἀγανάκτησιν τῶν δημοτῶν διὰ τοὺς διωγμοὺς τοῦ Ἑλληνισμοῦ τῆς Πόλεως.: [600, 520, 778, 548]
- article-text: Συγχρόνως ἀνεκοινώθη ὅτι ἡ κυβέρνησις θὰ ὑποβάλῃ εἰς τὸ Κογκρέσσον νέον πρόγραμμα ἐπαγγελματικῆς ἐκπαιδεύσεως. Ὁ πρόεδρος ἐτόνισεν ὅτι ἡ οἰκονομία τῶν Ἡνωμένων Πολιτειῶν ἔχει ἀνάγκην νέων ἐπενδύσεων.: [784, 2041, 961, 2078]
- article-text: ΠΕΚΙΝΟΝ, 24. (Ρώυτερ).— Αἱ ἐφημερίδες τοῦ Πεκίνου κατηγοροῦν τὰς Ἡνωμένας Πολιτείας διὰ ἀνάμειξιν εἰς τὰ ἐσωτερικὰ τοῦ Λάος.: [1369, 1027, 1561, 1055]
- article-text: Ἡ σύγκλητος καλεῖ τὰ πανεπιστήμια καὶ τὰ πνευματικὰ ἱδρύματα ὁλοκλήρου τοῦ κόσμου, ὅπως ὑψώσουν τὴν φωνήν των καὶ διαμαρτυρηθοῦν ἐντόνως διὰ τὴν κατάφωρον ταύτην παραβίασιν τῶν ἀνθρωπίνων δικαιωμάτων καὶ τῆς θρησκευτικῆς ἐλευθερίας».: [417, 720, 594, 767]
- article-text: Ἡ «Ἕνωσις Ρουμελιωτῶν Βορείου Ἑλλάδος» τελεῖ σήμερον τὴν καθιερωμένην ἑορτήν της εἰς τὴν αἴθουσαν τοῦ Συλλόγου μὲ πλούσιον καλλιτεχνικὸν πρόγραμμα. Καλοῦνται τὰ μέλη καὶ οἱ φίλοι τῆς Ἑνώσεως νὰ παραστοῦν.: [212, 422, 404, 459]
- column-divider-dotted: [965, 27, 971, 2314]
- brief-headline-ika: ΘΑ ΑΡΓΗΣΟΥΝ ΤΟ ΥΠΟΥΡΓΕΙΟΝ ΤΟΥ Ι.Κ.Α.: [985, 677, 1145, 699]
- subheading-journalists: Η ΕΝΩΣΙΣ ΣΥΝΤΑΚΤΩΝ: [821, 441, 925, 452]
- heading-congratulations: Συγχαρητήρια: [8, 328, 89, 343]
- article-text: Τὸ ψήφισμα ἔχει ὡς ἑξῆς: «Ἡ σύγκλητος τοῦ Ἀριστοτελείου Πανεπιστημίου Θεσσαλονίκης, συνελθοῦσα ἐκτάκτως, μετὰ βαθυτάτης ὀδύνης καὶ ἀγανακτήσεως ἐπληροφορήθη τὰ διαπραττόμενα ὑπὸ τῆς τουρκικῆς κυβερνήσεως κατὰ τοῦ Οἰκουμενικοῦ Πατριαρχείου καὶ τῶν ἐν Κωνσταντινουπόλει Ἑλλήνων. Ἡ δίωξις τῶν ἀνθρώπων τούτων καὶ ἡ μεθοδευμένη προσπάθεια ἐξοντώσεως τοῦ Φαναρίου ἀποτελοῦν ἀπαράδεκτον πρόκλησιν εἰς τὴν συνείδησιν τοῦ πολιτισμένου κόσμου.: [417, 435, 594, 521]
- lead-deck-protest: ΝΑ ΥΨΩΣΟΥΝ ΕΝΤΟΝΟΝ ΦΩΝΗΝ ΔΙΑΜΑΡΤΥΡΙΑΣ: [417, 286, 961, 315]
- article-text: ΚΡΕΟΠΩΛΕΙΑ: Μ. Δευτέρα ἕως Μ. Πέμπτη κανονικῶς, Μ. Παρασκευὴν κλειστά, Μ. Σάββατον Π.Μ. 5 — 9 Μ.Μ. — ΠΑΝΤΟΠΩΛΕΙΑ — ΕΔΩΔΙΜΟΠΩΛΕΙΑ — ΑΡΤΟΠΟΙΕΙΑ: Ὡς καὶ τὰ ἐμπορικὰ καταστήματα. — ΚΟΥΡΕΙΑ: Μ. Σάββατον ἕως 10 Μ.Μ.: [1175, 326, 1555, 354]
- subheading-fouma: ΕΠΙΚΡΙΣΕΙΣ ΤΟ ΦΟΥΜΑ: [1412, 939, 1518, 950]
